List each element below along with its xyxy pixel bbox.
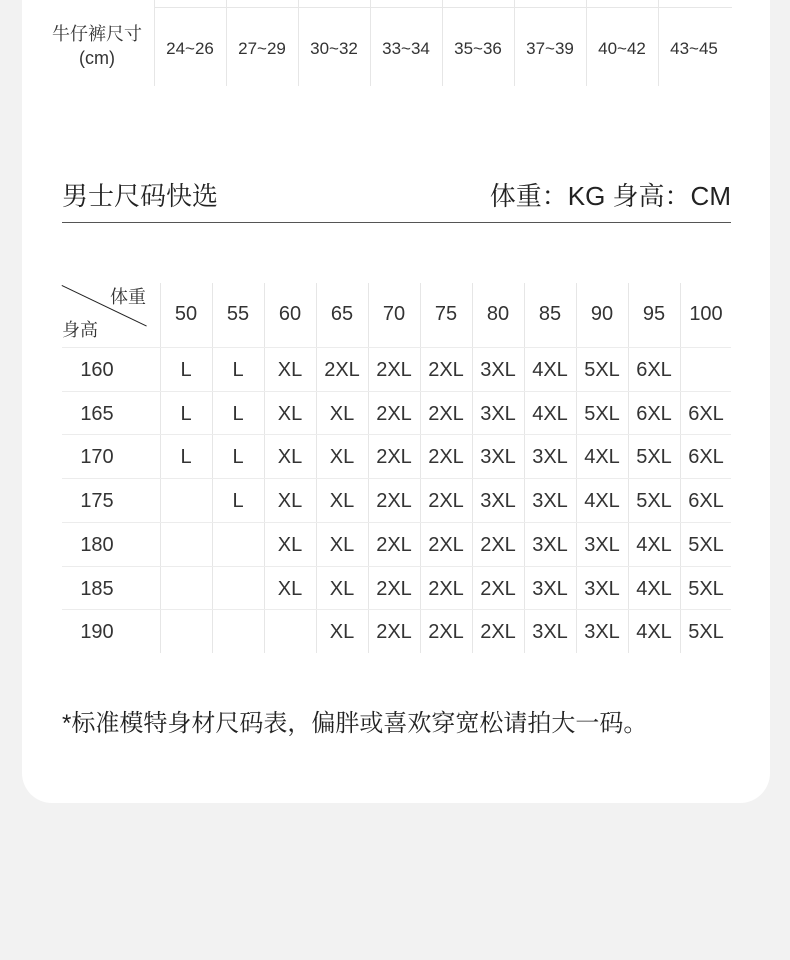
height-label: 165 <box>80 402 114 425</box>
size-cell: 2XL <box>480 621 516 644</box>
row-divider <box>62 522 731 523</box>
size-cell: L <box>232 446 244 469</box>
size-cell: 4XL <box>636 533 672 556</box>
size-cell: 3XL <box>532 621 568 644</box>
size-cell: XL <box>277 359 303 381</box>
jeans-size-unit: (cm) <box>79 48 115 68</box>
size-cell: XL <box>329 577 355 600</box>
size-cell: XL <box>277 533 303 556</box>
weight-header: 60 <box>278 303 302 325</box>
size-cell: 6XL <box>636 359 672 381</box>
weight-header: 65 <box>330 303 354 325</box>
corner-weight-label: 体重 <box>110 287 146 307</box>
weight-header: 85 <box>538 303 562 325</box>
size-cell: 2XL <box>428 621 464 644</box>
size-cell: 2XL <box>428 359 464 381</box>
size-cell: 3XL <box>480 359 516 381</box>
size-cell: 3XL <box>480 446 516 469</box>
size-cell: XL <box>329 402 355 425</box>
size-cell: 5XL <box>688 621 724 644</box>
size-cell: 2XL <box>376 490 412 513</box>
weight-header: 50 <box>174 303 198 325</box>
jeans-size-table <box>40 0 732 86</box>
size-cell: 4XL <box>636 621 672 644</box>
size-cell: 3XL <box>584 533 620 556</box>
jeans-size-cell: 24~26 <box>166 39 214 58</box>
size-cell: 5XL <box>584 402 620 425</box>
size-cell: XL <box>329 621 355 644</box>
size-cell: 5XL <box>688 533 724 556</box>
corner-height-label: 身高 <box>62 320 98 340</box>
size-cell: 3XL <box>532 577 568 600</box>
size-cell: L <box>232 402 244 425</box>
size-cell: 6XL <box>688 446 724 469</box>
size-cell: XL <box>329 533 355 556</box>
size-cell: 2XL <box>376 446 412 469</box>
size-cell: 3XL <box>480 490 516 513</box>
size-cell: 3XL <box>584 621 620 644</box>
weight-header: 95 <box>642 303 666 325</box>
size-cell: 2XL <box>480 533 516 556</box>
size-cell: 4XL <box>584 490 620 513</box>
table-divider <box>154 7 732 8</box>
size-cell: 2XL <box>428 446 464 469</box>
size-cell: L <box>180 359 192 381</box>
size-cell: 3XL <box>532 533 568 556</box>
size-cell: 2XL <box>376 359 412 381</box>
row-divider <box>62 478 731 479</box>
size-cell: 2XL <box>428 402 464 425</box>
size-cell: 2XL <box>376 533 412 556</box>
jeans-size-cell: 40~42 <box>598 39 646 58</box>
size-cell: 2XL <box>324 359 360 381</box>
size-cell: 2XL <box>376 402 412 425</box>
size-cell: XL <box>329 490 355 513</box>
size-cell: 3XL <box>532 490 568 513</box>
jeans-size-cell: 30~32 <box>310 39 358 58</box>
size-cell: L <box>180 402 192 425</box>
jeans-size-cell: 33~34 <box>382 39 430 58</box>
size-cell: 2XL <box>376 577 412 600</box>
size-cell: 4XL <box>532 359 568 381</box>
section-title: 男士尺码快选 <box>62 181 219 211</box>
size-cell: 4XL <box>584 446 620 469</box>
size-cell: 2XL <box>480 577 516 600</box>
row-divider <box>62 609 731 610</box>
size-cell: XL <box>277 402 303 425</box>
jeans-size-cell: 37~39 <box>526 39 574 58</box>
section-header <box>62 172 731 223</box>
weight-header: 70 <box>382 303 406 325</box>
row-divider <box>62 434 731 435</box>
size-cell: 6XL <box>688 490 724 513</box>
size-cell: XL <box>277 490 303 513</box>
height-label: 190 <box>80 621 114 644</box>
row-divider <box>62 566 731 567</box>
size-cell: 5XL <box>584 359 620 381</box>
size-cell: XL <box>277 577 303 600</box>
size-quick-select-table <box>62 283 731 653</box>
size-cell: 5XL <box>688 577 724 600</box>
jeans-size-cell: 35~36 <box>454 39 502 58</box>
size-cell: 4XL <box>532 402 568 425</box>
row-divider <box>62 347 731 348</box>
size-cell: XL <box>329 446 355 469</box>
weight-header: 75 <box>434 303 458 325</box>
row-divider <box>62 391 731 392</box>
jeans-size-label <box>40 22 154 70</box>
size-cell: XL <box>277 446 303 469</box>
size-note: *标准模特身材尺码表，偏胖或喜欢穿宽松请拍大一码。 <box>62 710 648 737</box>
size-cell: 2XL <box>428 577 464 600</box>
size-cell: 4XL <box>636 577 672 600</box>
height-label: 160 <box>80 359 114 381</box>
jeans-size-cell: 27~29 <box>238 39 286 58</box>
size-cell: 5XL <box>636 446 672 469</box>
height-label: 175 <box>80 490 114 513</box>
weight-header: 80 <box>486 303 510 325</box>
size-cell: 3XL <box>584 577 620 600</box>
section-units: 体重：KG 身高：CM <box>489 181 731 211</box>
size-cell: 2XL <box>376 621 412 644</box>
weight-header: 55 <box>226 303 250 325</box>
size-cell: 2XL <box>428 490 464 513</box>
size-cell: 6XL <box>636 402 672 425</box>
size-cell: L <box>232 490 244 513</box>
size-cell: 3XL <box>532 446 568 469</box>
jeans-size-cell: 43~45 <box>670 39 718 58</box>
weight-header: 100 <box>689 303 723 325</box>
size-cell: 3XL <box>480 402 516 425</box>
height-label: 180 <box>80 533 114 556</box>
size-cell: 2XL <box>428 533 464 556</box>
weight-header: 90 <box>590 303 614 325</box>
size-cell: 5XL <box>636 490 672 513</box>
jeans-size-label-text: 牛仔裤尺寸 <box>52 24 142 44</box>
size-cell: 6XL <box>688 402 724 425</box>
size-cell: L <box>180 446 192 469</box>
size-cell: L <box>232 359 244 381</box>
height-label: 185 <box>80 577 114 600</box>
height-label: 170 <box>80 446 114 469</box>
